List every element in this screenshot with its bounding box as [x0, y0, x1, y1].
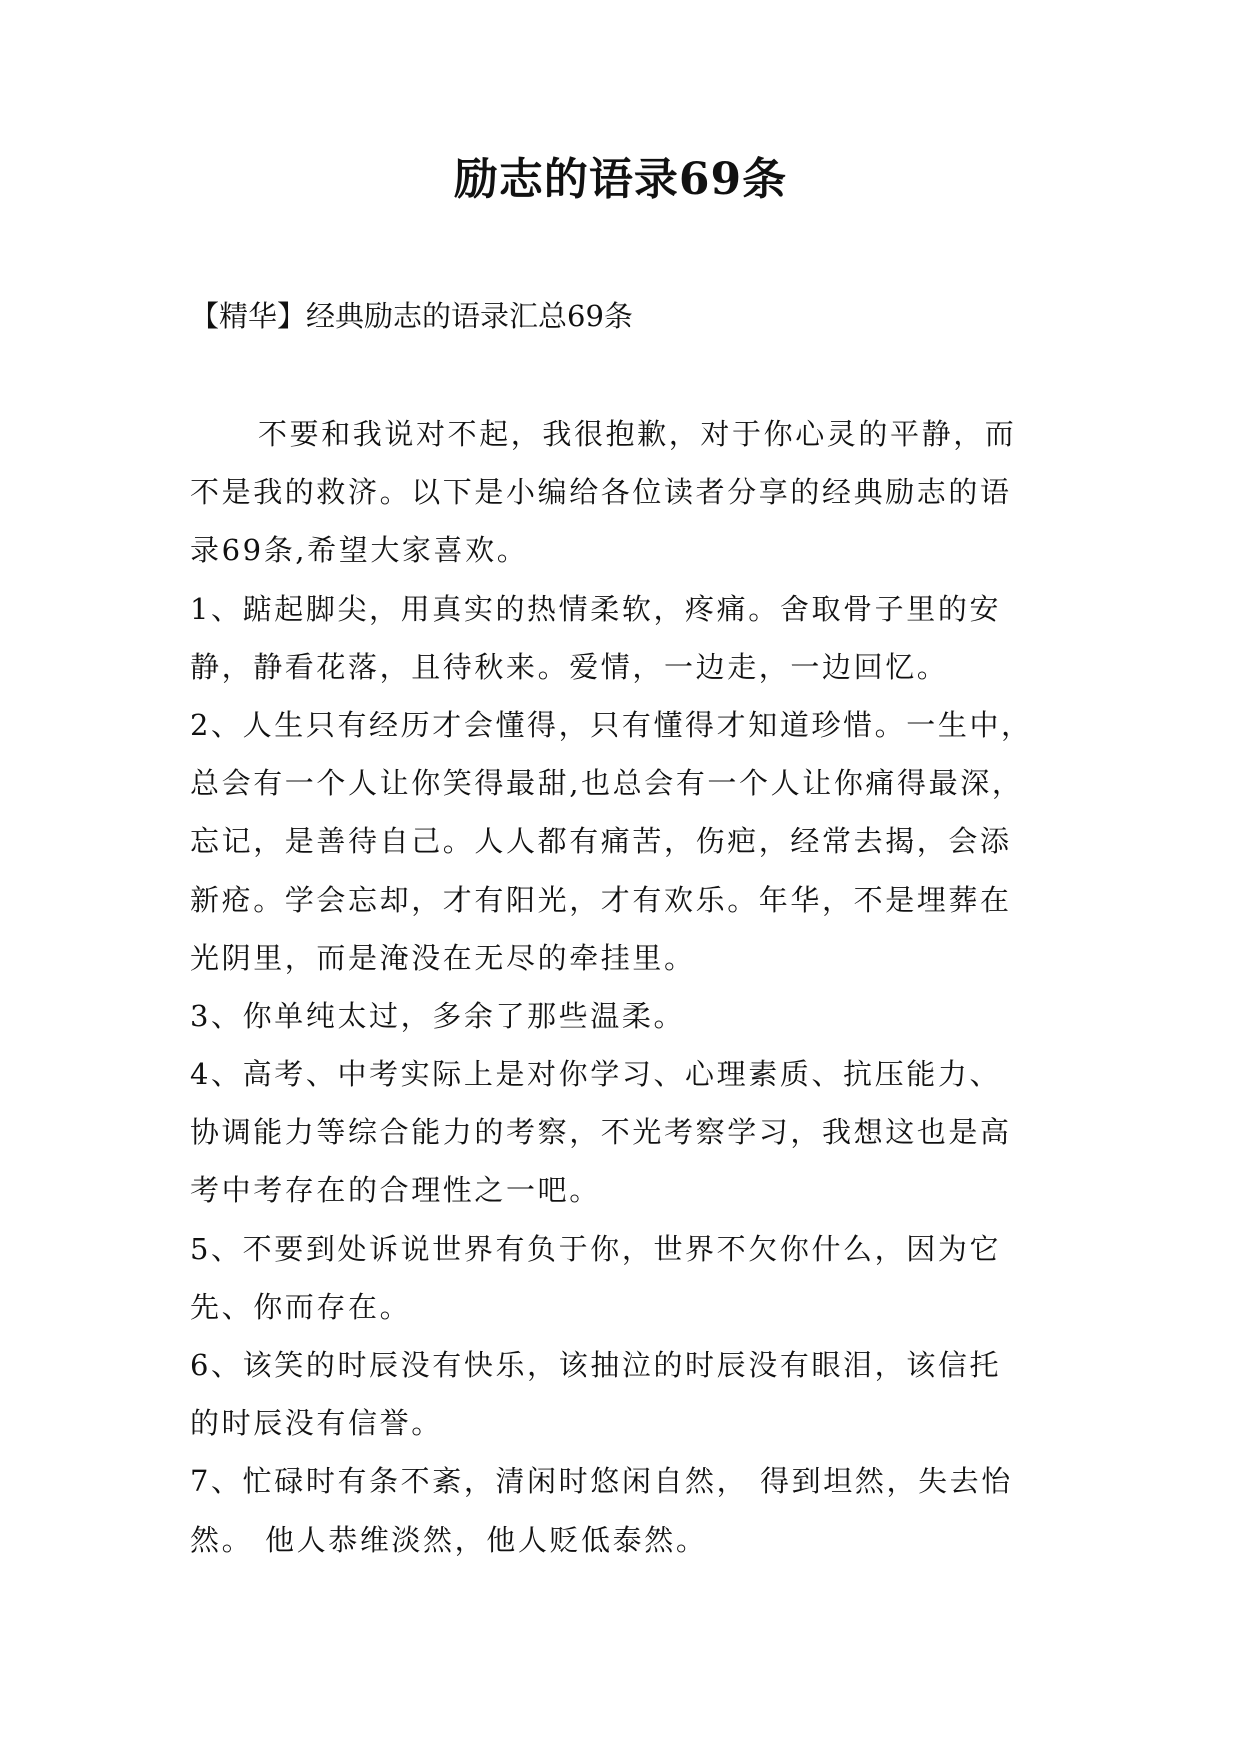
document-body — [190, 405, 1060, 1569]
body-line: 不要和我说对不起，我很抱歉，对于你心灵的平静，而 — [258, 417, 1017, 451]
body-line: 先、你而存在。 — [190, 1289, 412, 1324]
document-title: 励志的语录69条 — [453, 154, 788, 205]
body-line: 1、踮起脚尖，用真实的热情柔软，疼痛。舍取骨子里的安 — [190, 591, 1002, 626]
body-line: 新疮。学会忘却，才有阳光，才有欢乐。年华，不是埋葬在 — [190, 882, 1012, 917]
document-subtitle: 【精华】经典励志的语录汇总69条 — [190, 299, 633, 333]
body-line: 忘记，是善待自己。人人都有痛苦，伤疤，经常去揭，会添 — [190, 824, 1012, 859]
body-line: 然。 他人恭维淡然，他人贬低泰然。 — [190, 1522, 708, 1557]
body-line: 7、忙碌时有条不紊，清闲时悠闲自然， 得到坦然，失去怡 — [190, 1464, 1013, 1499]
body-line: 3、你单纯太过，多余了那些温柔。 — [190, 998, 686, 1033]
body-line: 5、不要到处诉说世界有负于你，世界不欠你什么，因为它 — [190, 1231, 1002, 1266]
body-line: 的时辰没有信誉。 — [190, 1406, 443, 1441]
body-line: 不是我的救济。以下是小编给各位读者分享的经典励志的语 — [190, 475, 1012, 510]
body-line: 光阴里，而是淹没在无尽的牵挂里。 — [190, 940, 696, 975]
body-line: 总会有一个人让你笑得最甜,也总会有一个人让你痛得最深， — [190, 766, 1024, 801]
body-line: 2、人生只有经历才会懂得，只有懂得才知道珍惜。一生中， — [190, 707, 1033, 742]
body-line: 协调能力等综合能力的考察，不光考察学习，我想这也是高 — [190, 1115, 1012, 1150]
body-line: 6、该笑的时辰没有快乐，该抽泣的时辰没有眼泪，该信托 — [190, 1348, 1002, 1382]
body-line: 4、高考、中考实际上是对你学习、心理素质、抗压能力、 — [190, 1057, 1002, 1092]
body-line: 静，静看花落，且待秋来。爱情，一边走，一边回忆。 — [190, 649, 949, 684]
body-line: 考中考存在的合理性之一吧。 — [190, 1173, 601, 1208]
body-line: 录69条,希望大家喜欢。 — [190, 533, 529, 568]
